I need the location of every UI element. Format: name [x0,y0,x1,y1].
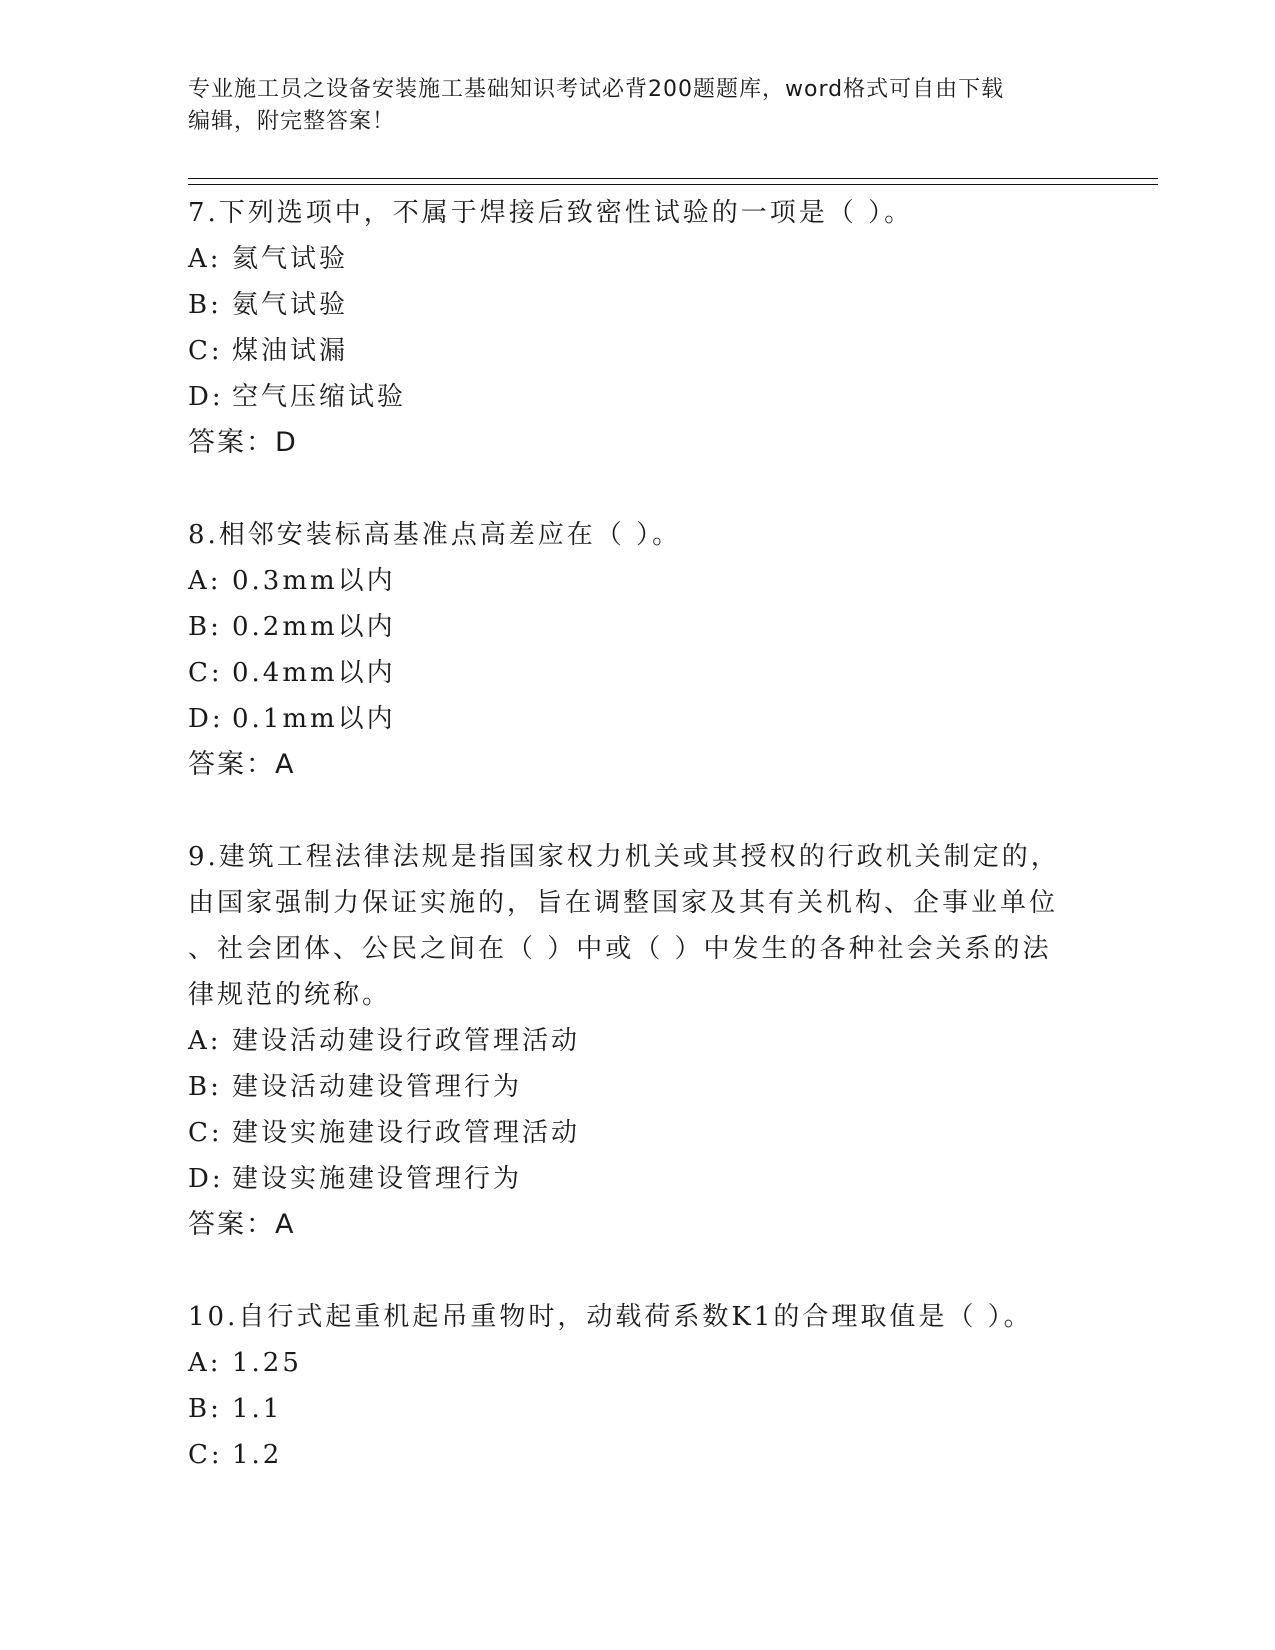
option-letter: C: [188,336,223,366]
question-stem-line: 9.建筑工程法律法规是指国家权力机关或其授权的行政机关制定的， [188,842,1060,872]
option-text: 空气压缩试验 [232,382,407,412]
option-letter: B: [188,612,222,642]
option-a [188,1018,1088,1064]
option-text: 0.1mm以内 [232,704,396,734]
option-letter: C: [188,1440,223,1470]
option-text: 氨气试验 [232,290,349,320]
option-c [188,1110,1088,1156]
option-letter: A: [188,244,222,274]
option-text: 煤油试漏 [232,336,349,366]
option-a [188,236,1088,282]
option-letter: A: [188,1026,222,1056]
option-text: 建设实施建设管理行为 [232,1164,523,1194]
option-letter: D: [188,1164,224,1194]
option-letter: A: [188,566,222,596]
question-stem: 7.下列选项中，不属于焊接后致密性试验的一项是（ ）。 [188,198,914,228]
option-text: 1.25 [232,1348,302,1378]
option-b [188,1064,1088,1110]
option-text: 氦气试验 [232,244,349,274]
header-title-line-1: 专业施工员之设备安装施工基础知识考试必背200题题库，word格式可自由下载 [188,77,1005,102]
option-text: 0.2mm以内 [232,612,396,642]
question-stem-line: 、社会团体、公民之间在（ ）中或（ ）中发生的各种社会关系的法 [188,934,1052,964]
option-c [188,1432,1088,1478]
option-text: 0.3mm以内 [232,566,396,596]
option-text: 0.4mm以内 [232,658,396,688]
question-10 [188,1294,1088,1478]
question-stem: 10.自行式起重机起吊重物时，动载荷系数K1的合理取值是（ ）。 [188,1302,1033,1332]
answer-line: 答案：A [188,1209,296,1240]
option-text: 1.2 [232,1440,283,1470]
option-text: 建设活动建设行政管理活动 [232,1026,581,1056]
option-letter: D: [188,704,224,734]
question-stem: 8.相邻安装标高基准点高差应在（ ）。 [188,520,682,550]
header-title-line-2: 编辑，附完整答案！ [188,109,396,134]
option-b [188,1386,1088,1432]
question-stem-line: 由国家强制力保证实施的，旨在调整国家及其有关机构、企事业单位 [188,888,1059,918]
option-letter: B: [188,1072,222,1102]
question-8 [188,512,1088,788]
option-d [188,374,1088,420]
question-stem-line: 律规范的统称。 [188,980,392,1010]
option-d [188,1156,1088,1202]
option-text: 建设活动建设管理行为 [232,1072,523,1102]
answer-line: 答案：D [188,427,298,458]
document-header [188,74,1068,138]
answer-line: 答案：A [188,749,296,780]
option-letter: D: [188,382,224,412]
option-a [188,1340,1088,1386]
header-divider-top [188,178,1158,179]
option-c [188,650,1088,696]
option-letter: A: [188,1348,222,1378]
option-letter: C: [188,658,223,688]
option-letter: C: [188,1118,223,1148]
question-list [188,190,1088,1478]
question-7 [188,190,1088,466]
option-letter: B: [188,1394,222,1424]
option-text: 建设实施建设行政管理活动 [232,1118,581,1148]
option-c [188,328,1088,374]
question-9 [188,834,1088,1248]
option-d [188,696,1088,742]
option-a [188,558,1088,604]
option-letter: B: [188,290,222,320]
option-b [188,604,1088,650]
option-text: 1.1 [232,1394,283,1424]
header-divider-bottom [188,184,1158,185]
option-b [188,282,1088,328]
